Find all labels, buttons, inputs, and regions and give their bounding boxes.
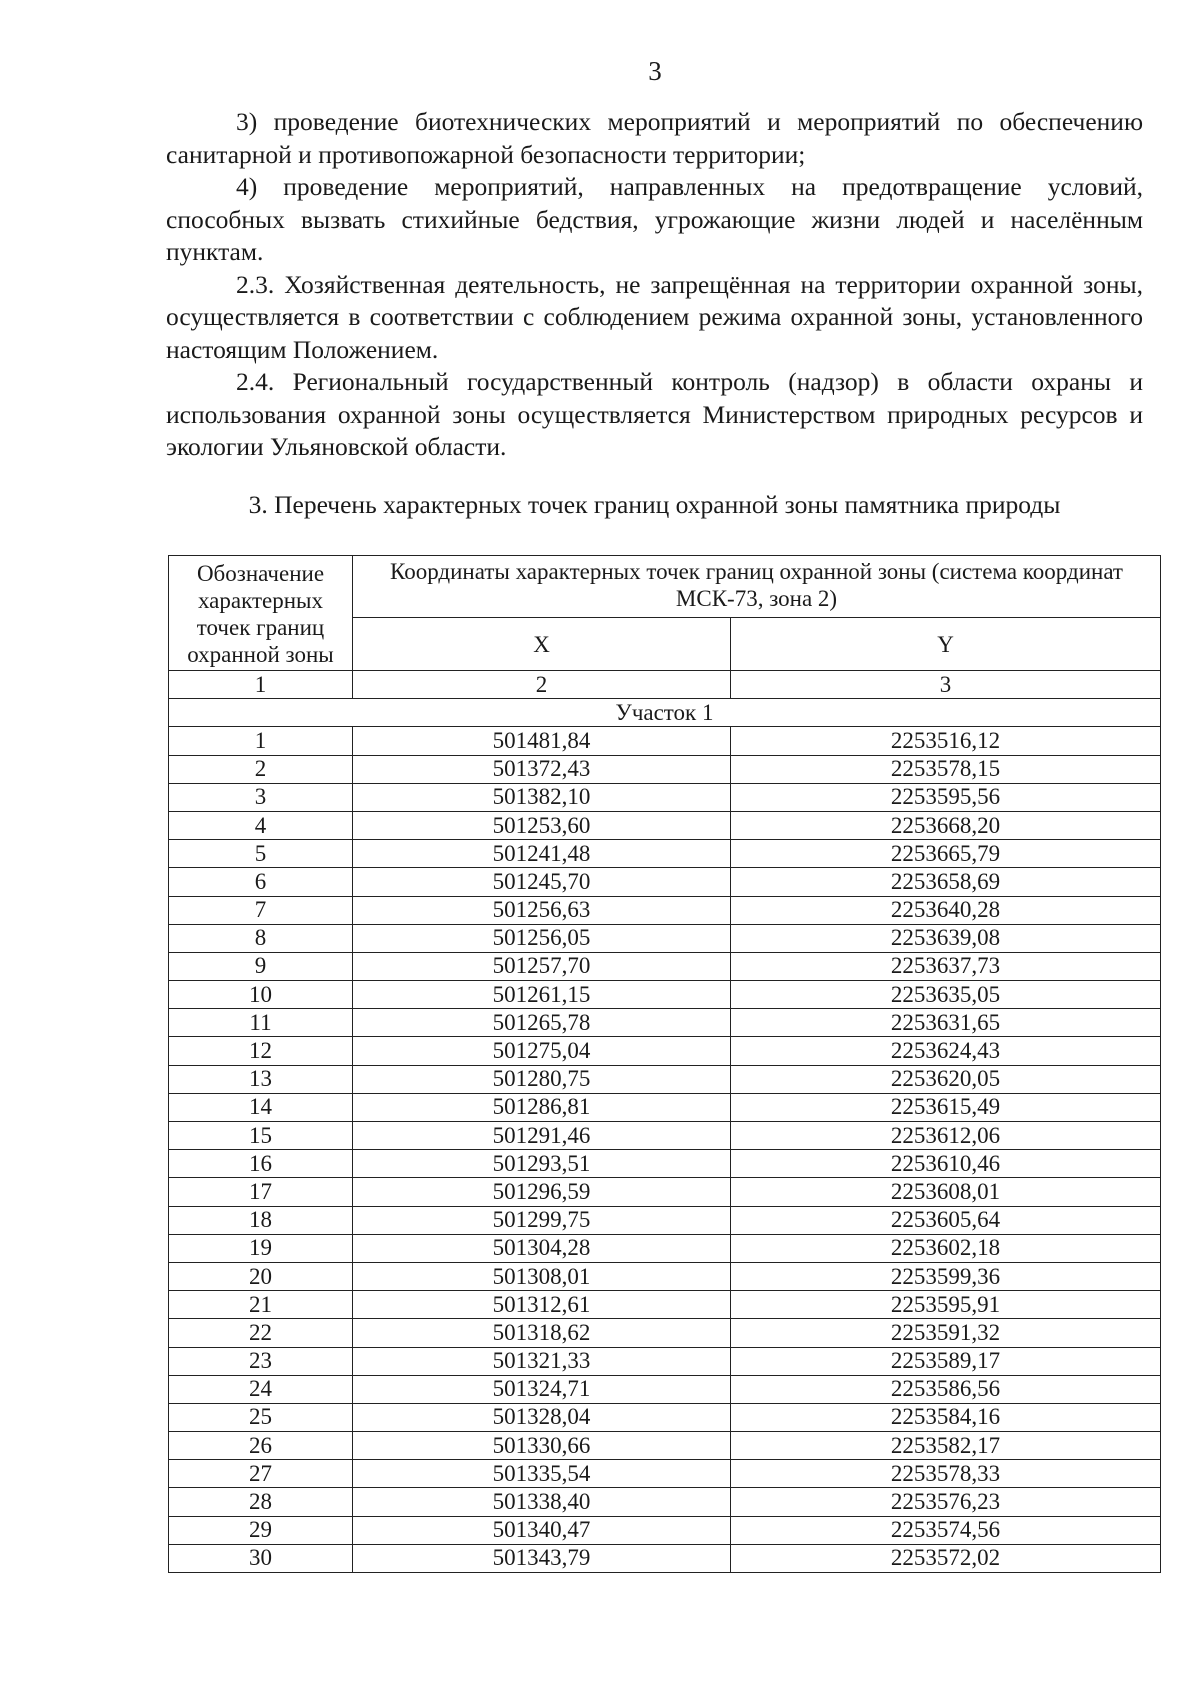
- point-number: 20: [169, 1262, 353, 1290]
- point-number: 6: [169, 868, 353, 896]
- coord-x: 501312,61: [353, 1291, 731, 1319]
- point-number: 26: [169, 1432, 353, 1460]
- coord-x: 501343,79: [353, 1544, 731, 1572]
- table-row: [169, 1122, 1161, 1150]
- table-row: [169, 1375, 1161, 1403]
- coord-y: 2253668,20: [731, 811, 1161, 839]
- coord-y: 2253599,36: [731, 1262, 1161, 1290]
- point-number: 10: [169, 981, 353, 1009]
- point-number: 4: [169, 811, 353, 839]
- table-row: [169, 1488, 1161, 1516]
- table-row: [169, 981, 1161, 1009]
- column-number: 1: [169, 671, 353, 699]
- coord-y: 2253608,01: [731, 1178, 1161, 1206]
- coord-y: 2253637,73: [731, 952, 1161, 980]
- coord-y: 2253605,64: [731, 1206, 1161, 1234]
- coord-x: 501286,81: [353, 1093, 731, 1121]
- point-number: 8: [169, 924, 353, 952]
- table-row: [169, 952, 1161, 980]
- coord-y: 2253589,17: [731, 1347, 1161, 1375]
- column-number: 3: [731, 671, 1161, 699]
- table-row: [169, 868, 1161, 896]
- coord-x: 501261,15: [353, 981, 731, 1009]
- point-number: 5: [169, 840, 353, 868]
- coord-x: 501293,51: [353, 1150, 731, 1178]
- coord-y: 2253578,15: [731, 755, 1161, 783]
- coord-y: 2253624,43: [731, 1037, 1161, 1065]
- point-number: 9: [169, 952, 353, 980]
- table-header-row: [169, 556, 1161, 618]
- coord-x: 501372,43: [353, 755, 731, 783]
- column-number: 2: [353, 671, 731, 699]
- coord-x: 501321,33: [353, 1347, 731, 1375]
- coord-y: 2253665,79: [731, 840, 1161, 868]
- coord-x: 501481,84: [353, 727, 731, 755]
- coord-x: 501275,04: [353, 1037, 731, 1065]
- coord-y: 2253576,23: [731, 1488, 1161, 1516]
- point-number: 29: [169, 1516, 353, 1544]
- table-row: [169, 755, 1161, 783]
- point-number: 17: [169, 1178, 353, 1206]
- coord-x: 501340,47: [353, 1516, 731, 1544]
- coord-x: 501296,59: [353, 1178, 731, 1206]
- table-row: [169, 783, 1161, 811]
- coord-x: 501338,40: [353, 1488, 731, 1516]
- coord-y: 2253615,49: [731, 1093, 1161, 1121]
- header-y: Y: [731, 618, 1161, 671]
- coord-y: 2253610,46: [731, 1150, 1161, 1178]
- coord-x: 501335,54: [353, 1460, 731, 1488]
- point-number: 24: [169, 1375, 353, 1403]
- table-row: [169, 1150, 1161, 1178]
- table-row: [169, 896, 1161, 924]
- coord-x: 501304,28: [353, 1234, 731, 1262]
- header-point-designation: Обозначение характерных точек границ охранной зоны: [169, 556, 353, 671]
- point-number: 19: [169, 1234, 353, 1262]
- coord-y: 2253612,06: [731, 1122, 1161, 1150]
- table-row: [169, 1037, 1161, 1065]
- point-number: 2: [169, 755, 353, 783]
- coord-y: 2253578,33: [731, 1460, 1161, 1488]
- table-row: [169, 811, 1161, 839]
- point-number: 3: [169, 783, 353, 811]
- point-number: 18: [169, 1206, 353, 1234]
- coord-x: 501256,63: [353, 896, 731, 924]
- point-number: 16: [169, 1150, 353, 1178]
- coord-y: 2253602,18: [731, 1234, 1161, 1262]
- section-title: 3. Перечень характерных точек границ охранной зоны памятника природы: [248, 490, 1061, 519]
- coord-x: 501280,75: [353, 1065, 731, 1093]
- coord-y: 2253640,28: [731, 896, 1161, 924]
- point-number: 22: [169, 1319, 353, 1347]
- column-number-row: [169, 671, 1161, 699]
- coord-x: 501382,10: [353, 783, 731, 811]
- plot-label-row: [169, 699, 1161, 727]
- coord-x: 501256,05: [353, 924, 731, 952]
- coord-y: 2253639,08: [731, 924, 1161, 952]
- coord-x: 501265,78: [353, 1009, 731, 1037]
- coord-x: 501330,66: [353, 1432, 731, 1460]
- table-row: [169, 1347, 1161, 1375]
- paragraph-biotechnical: 3) проведение биотехнических мероприятий и мероприятий по обеспечению санитарной и противопожарной безопасности территории;: [166, 107, 1143, 169]
- table-row: [169, 727, 1161, 755]
- coord-x: 501253,60: [353, 811, 731, 839]
- coordinates-table: [168, 555, 1161, 1573]
- point-number: 7: [169, 896, 353, 924]
- body-text: [166, 106, 1143, 464]
- coord-y: 2253631,65: [731, 1009, 1161, 1037]
- coord-y: 2253574,56: [731, 1516, 1161, 1544]
- table-row: [169, 1178, 1161, 1206]
- table-row: [169, 924, 1161, 952]
- plot-label: Участок 1: [169, 699, 1161, 727]
- table-row: [169, 1262, 1161, 1290]
- coord-x: 501328,04: [353, 1403, 731, 1431]
- coord-x: 501299,75: [353, 1206, 731, 1234]
- coord-y: 2253591,32: [731, 1319, 1161, 1347]
- point-number: 28: [169, 1488, 353, 1516]
- point-number: 15: [169, 1122, 353, 1150]
- coord-y: 2253584,16: [731, 1403, 1161, 1431]
- point-number: 11: [169, 1009, 353, 1037]
- coord-x: 501241,48: [353, 840, 731, 868]
- point-number: 14: [169, 1093, 353, 1121]
- coord-y: 2253620,05: [731, 1065, 1161, 1093]
- paragraph-economic-activity: 2.3. Хозяйственная деятельность, не запрещённая на территории охранной зоны, осуществляется в соответствии с соблюдением режима охранной зоны, установленного настоящим Положением.: [166, 269, 1143, 364]
- coord-x: 501308,01: [353, 1262, 731, 1290]
- coord-x: 501291,46: [353, 1122, 731, 1150]
- point-number: 30: [169, 1544, 353, 1572]
- header-x: X: [353, 618, 731, 671]
- header-coordinates: Координаты характерных точек границ охранной зоны (система координат МСК-73, зона 2): [353, 556, 1161, 618]
- coord-x: 501324,71: [353, 1375, 731, 1403]
- coord-y: 2253658,69: [731, 868, 1161, 896]
- point-number: 13: [169, 1065, 353, 1093]
- point-number: 21: [169, 1291, 353, 1319]
- table-row: [169, 1065, 1161, 1093]
- paragraph-state-control: 2.4. Региональный государственный контроль (надзор) в области охраны и использования охранной зоны осуществляется Министерством природных ресурсов и экологии Ульяновской области.: [166, 367, 1143, 461]
- table-row: [169, 1460, 1161, 1488]
- table-row: [169, 1234, 1161, 1262]
- coord-x: 501318,62: [353, 1319, 731, 1347]
- table-row: [169, 1544, 1161, 1572]
- coord-x: 501245,70: [353, 868, 731, 896]
- coord-y: 2253586,56: [731, 1375, 1161, 1403]
- table-row: [169, 1319, 1161, 1347]
- coord-y: 2253595,56: [731, 783, 1161, 811]
- table-row: [169, 1206, 1161, 1234]
- table-row: [169, 1009, 1161, 1037]
- point-number: 1: [169, 727, 353, 755]
- page-number: 3: [648, 56, 662, 86]
- point-number: 25: [169, 1403, 353, 1431]
- point-number: 27: [169, 1460, 353, 1488]
- coord-y: 2253582,17: [731, 1432, 1161, 1460]
- table-row: [169, 1432, 1161, 1460]
- table-row: [169, 1403, 1161, 1431]
- table-row: [169, 1516, 1161, 1544]
- point-number: 23: [169, 1347, 353, 1375]
- table-row: [169, 1291, 1161, 1319]
- coord-y: 2253595,91: [731, 1291, 1161, 1319]
- coord-y: 2253635,05: [731, 981, 1161, 1009]
- coord-y: 2253516,12: [731, 727, 1161, 755]
- point-number: 12: [169, 1037, 353, 1065]
- coord-y: 2253572,02: [731, 1544, 1161, 1572]
- table-row: [169, 1093, 1161, 1121]
- paragraph-disaster-prevention: 4) проведение мероприятий, направленных на предотвращение условий, способных вызвать стихийные бедствия, угрожающие жизни людей и населённым пунктам.: [166, 172, 1143, 266]
- table-row: [169, 840, 1161, 868]
- coord-x: 501257,70: [353, 952, 731, 980]
